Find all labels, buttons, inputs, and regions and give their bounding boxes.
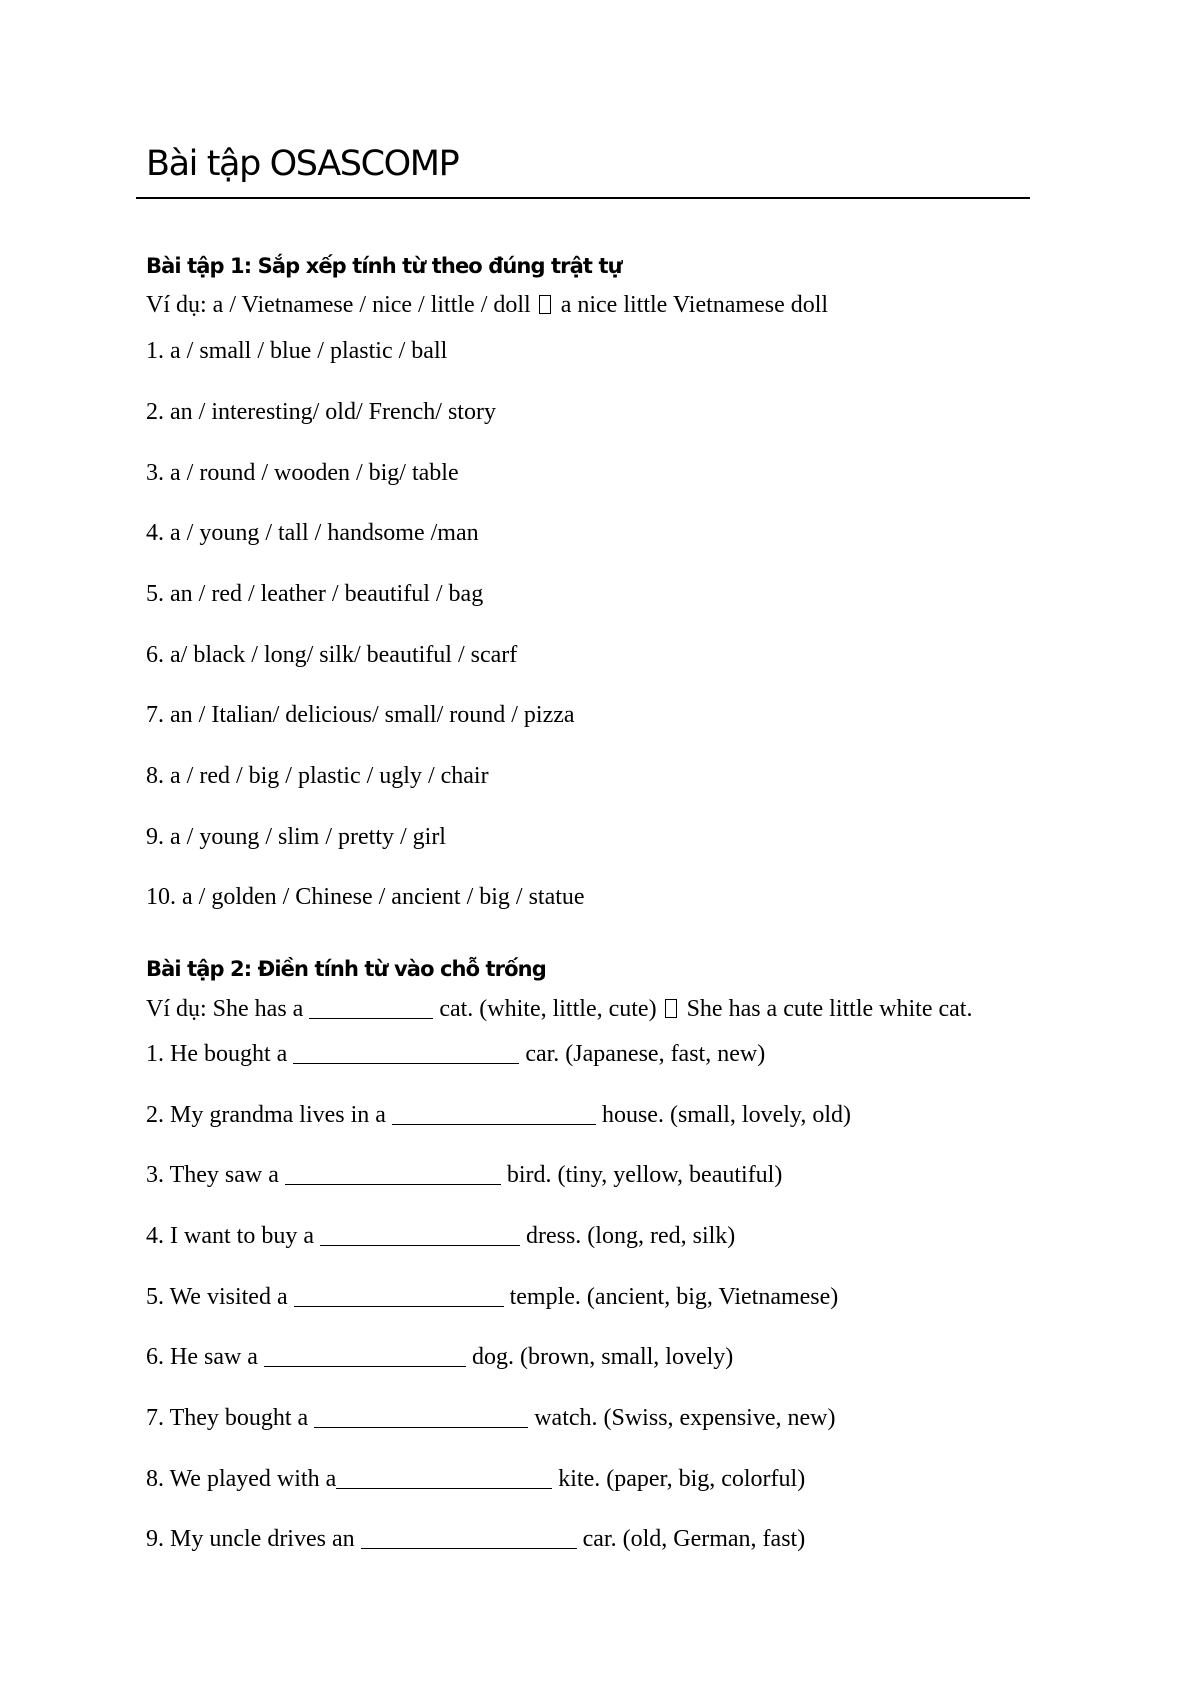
exercise1-item: 8. a / red / big / plastic / ugly / chair <box>146 763 489 789</box>
exercise2-example-answer: She has a cute little white cat. <box>686 996 973 1022</box>
exercise1-item: 2. an / interesting/ old/ French/ story <box>146 399 496 425</box>
exercise1-example <box>146 293 828 317</box>
arrow-icon <box>665 999 677 1018</box>
item-text-after: car. (Japanese, fast, new) <box>525 1041 766 1067</box>
exercise2-item <box>146 1285 838 1309</box>
item-text-before: 4. I want to buy a <box>146 1223 314 1249</box>
exercise1-item: 6. a/ black / long/ silk/ beautiful / scarf <box>146 642 518 668</box>
exercise2-item <box>146 1103 851 1127</box>
exercise1-item: 1. a / small / blue / plastic / ball <box>146 338 448 364</box>
exercise2-item <box>146 1224 735 1248</box>
exercise1-item: 9. a / young / slim / pretty / girl <box>146 824 446 850</box>
exercise1-item: 5. an / red / leather / beautiful / bag <box>146 581 484 607</box>
exercise1-item: 3. a / round / wooden / big/ table <box>146 460 459 486</box>
exercise1-item: 10. a / golden / Chinese / ancient / big / statue <box>146 884 585 910</box>
answer-blank <box>314 1407 528 1428</box>
item-text-after: dress. (long, red, silk) <box>525 1223 736 1249</box>
item-text-before: 1. He bought a <box>146 1041 288 1067</box>
answer-blank <box>264 1346 466 1367</box>
item-text-before: 3. They saw a <box>146 1162 279 1188</box>
exercise2-item <box>146 1163 782 1187</box>
item-text-before: 2. My grandma lives in a <box>146 1102 386 1128</box>
exercise2-item <box>146 1406 835 1430</box>
item-text-after: bird. (tiny, yellow, beautiful) <box>506 1162 783 1188</box>
item-text-before: 5. We visited a <box>146 1284 288 1310</box>
exercise2-heading: Bài tập 2: Điền tính từ vào chỗ trống <box>146 957 546 981</box>
arrow-icon <box>539 295 551 314</box>
exercise1-heading: Bài tập 1: Sắp xếp tính từ theo đúng trật tự <box>146 254 622 278</box>
exercise2-item <box>146 1467 805 1491</box>
exercise2-item <box>146 1345 733 1369</box>
item-text-after: house. (small, lovely, old) <box>601 1102 852 1128</box>
item-text-after: dog. (brown, small, lovely) <box>471 1344 734 1370</box>
item-text-before: 6. He saw a <box>146 1344 258 1370</box>
exercise2-example-prefix: Ví dụ: She has a <box>146 996 304 1022</box>
exercise1-example-prefix: Ví dụ: a / Vietnamese / nice / little / doll <box>146 292 531 318</box>
answer-blank <box>294 1286 504 1307</box>
answer-blank <box>309 998 433 1019</box>
title-underline <box>136 197 1030 199</box>
item-text-after: kite. (paper, big, colorful) <box>558 1466 806 1492</box>
answer-blank <box>392 1104 596 1125</box>
exercise1-example-answer: a nice little Vietnamese doll <box>560 292 829 318</box>
answer-blank <box>320 1225 520 1246</box>
exercise1-item: 7. an / Italian/ delicious/ small/ round / pizza <box>146 702 575 728</box>
answer-blank <box>336 1468 552 1489</box>
answer-blank <box>285 1164 501 1185</box>
exercise2-example <box>146 997 972 1021</box>
item-text-after: temple. (ancient, big, Vietnamese) <box>509 1284 839 1310</box>
answer-blank <box>293 1043 519 1064</box>
answer-blank <box>361 1528 577 1549</box>
exercise1-item: 4. a / young / tall / handsome /man <box>146 520 479 546</box>
exercise2-example-middle: cat. (white, little, cute) <box>439 996 657 1022</box>
item-text-before: 9. My uncle drives an <box>146 1526 355 1552</box>
exercise2-item <box>146 1042 765 1066</box>
item-text-before: 7. They bought a <box>146 1405 309 1431</box>
document-title: Bài tập OSASCOMP <box>146 144 459 184</box>
exercise2-item <box>146 1527 805 1551</box>
item-text-before: 8. We played with a <box>146 1466 337 1492</box>
item-text-after: watch. (Swiss, expensive, new) <box>534 1405 836 1431</box>
item-text-after: car. (old, German, fast) <box>582 1526 806 1552</box>
